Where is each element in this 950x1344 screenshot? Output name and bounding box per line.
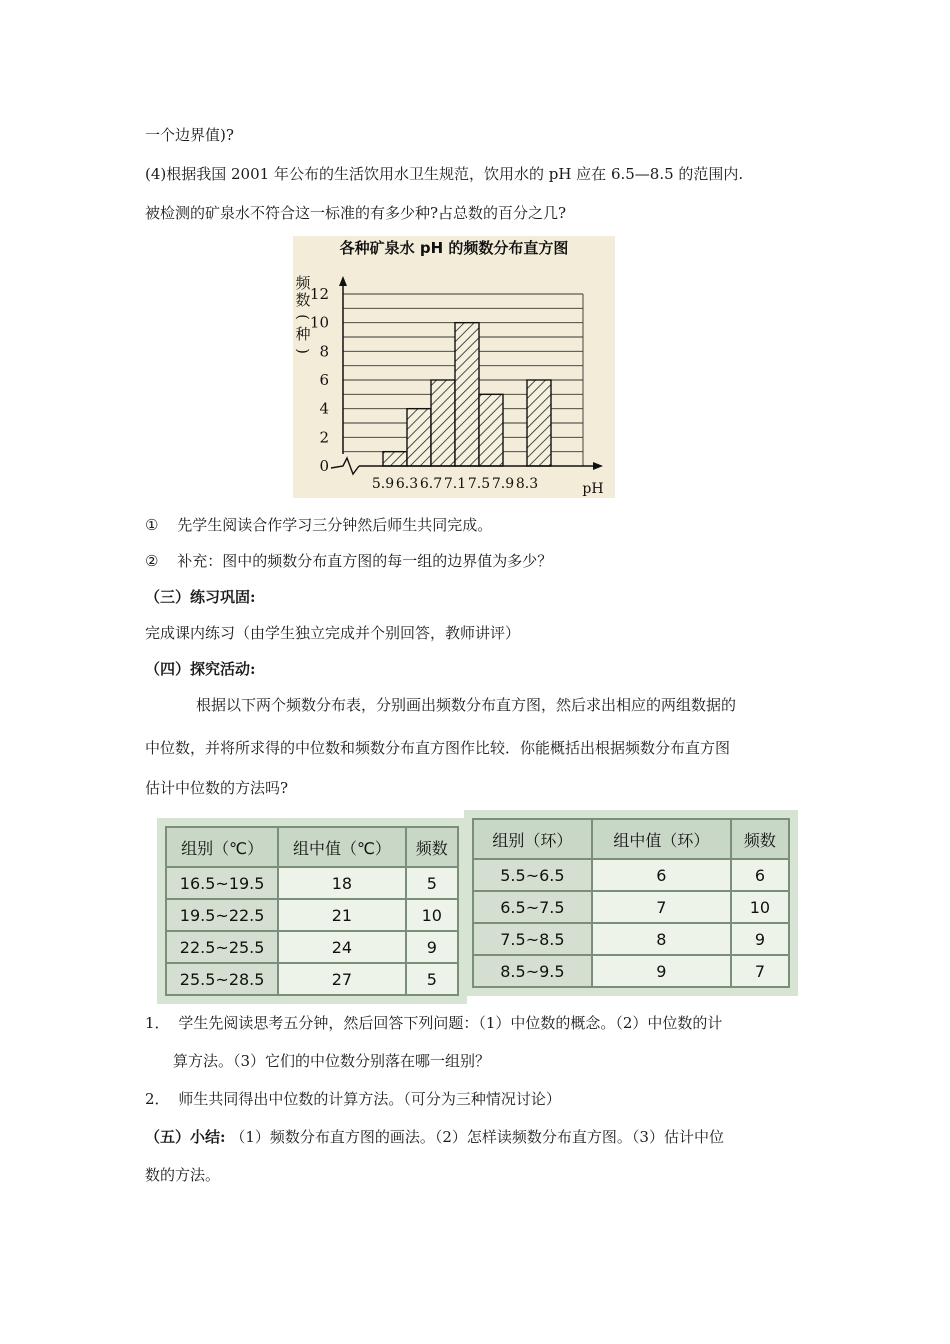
table-cell: 8.5~9.5 xyxy=(473,955,592,987)
table-header-cell: 频数 xyxy=(406,827,458,867)
histogram-bar xyxy=(527,380,551,466)
y-tick-label: 4 xyxy=(319,399,329,418)
table-cell: 16.5~19.5 xyxy=(166,867,278,899)
text-line: 数的方法。 xyxy=(145,1166,221,1184)
table-cell: 27 xyxy=(278,963,405,995)
table-cell: 19.5~22.5 xyxy=(166,899,278,931)
summary-line xyxy=(145,1127,724,1147)
text-line: 根据以下两个频数分布表，分别画出频数分布直方图，然后求出相应的两组数据的 xyxy=(196,696,737,714)
item-text: 补充：图中的频数分布直方图的每一组的边界值为多少？ xyxy=(177,552,553,570)
table-cell: 9 xyxy=(731,923,789,955)
question-item xyxy=(145,1013,722,1033)
table-cell: 6.5~7.5 xyxy=(473,891,592,923)
y-axis-label-char: 种 xyxy=(295,325,311,343)
text-line: 估计中位数的方法吗? xyxy=(145,779,289,797)
histogram-bar xyxy=(407,409,431,466)
frequency-table-temperature xyxy=(157,818,467,1004)
table-cell: 25.5~28.5 xyxy=(166,963,278,995)
table-cell: 5 xyxy=(406,867,458,899)
text-line: 算方法。（3）它们的中位数分别落在哪一组别？ xyxy=(173,1052,491,1070)
numbered-item xyxy=(145,515,492,535)
table-cell: 9 xyxy=(592,955,731,987)
y-axis-arrow xyxy=(339,276,347,286)
item-number: 1． xyxy=(145,1014,170,1032)
table-cell: 7 xyxy=(731,955,789,987)
table-cell: 10 xyxy=(731,891,789,923)
question-item xyxy=(145,1089,561,1109)
section-heading: （三）练习巩固: xyxy=(145,588,256,606)
chart-title: 各种矿泉水 pH 的频数分布直方图 xyxy=(339,239,569,257)
histogram-bar xyxy=(455,323,479,466)
x-tick-label: 6.7 xyxy=(419,476,443,492)
section-heading: （四）探究活动: xyxy=(145,660,256,678)
histogram-bar xyxy=(431,380,455,466)
table-cell: 18 xyxy=(278,867,405,899)
table-row xyxy=(473,891,789,923)
axis-break-mark xyxy=(331,458,359,474)
table-header-cell: 频数 xyxy=(731,819,789,859)
table-cell: 9 xyxy=(406,931,458,963)
table-row xyxy=(473,859,789,891)
y-axis-label-char: 数 xyxy=(295,291,311,309)
text-line: 被检测的矿泉水不符合这一标准的有多少种?占总数的百分之几? xyxy=(145,204,567,222)
frequency-table-rings xyxy=(464,810,798,996)
table-cell: 8 xyxy=(592,923,731,955)
y-axis-label-char: 频 xyxy=(295,274,311,292)
table-cell: 7.5~8.5 xyxy=(473,923,592,955)
x-tick-label: 7.5 xyxy=(467,476,491,492)
x-axis-arrow xyxy=(593,462,603,470)
text-line: 中位数，并将所求得的中位数和频数分布直方图作比较．你能概括出根据频数分布直方图 xyxy=(145,739,731,757)
x-tick-label: 6.3 xyxy=(395,476,419,492)
x-axis-label: pH xyxy=(582,481,604,497)
x-tick-label: 8.3 xyxy=(515,476,539,492)
table-row xyxy=(166,931,458,963)
histogram-bar xyxy=(383,452,407,466)
table-row xyxy=(473,955,789,987)
table-cell: 24 xyxy=(278,931,405,963)
item-text: 学生先阅读思考五分钟，然后回答下列问题：（1）中位数的概念。（2）中位数的计 xyxy=(178,1014,723,1032)
y-axis-label-char: ( xyxy=(294,314,312,320)
histogram-svg xyxy=(293,236,615,498)
y-tick-label: 8 xyxy=(319,342,329,361)
table-row xyxy=(166,963,458,995)
histogram-bar xyxy=(479,394,503,466)
y-tick-label: 6 xyxy=(319,371,329,389)
item-text: （1）频数分布直方图的画法。（2）怎样读频数分布直方图。（3）估计中位 xyxy=(230,1128,724,1146)
x-tick-label: 7.9 xyxy=(491,476,515,492)
y-tick-label: 10 xyxy=(309,313,329,332)
x-tick-label: 5.9 xyxy=(371,476,395,492)
x-tick-label: 7.1 xyxy=(443,476,467,492)
table-cell: 6 xyxy=(731,859,789,891)
item-text: 先学生阅读合作学习三分钟然后师生共同完成。 xyxy=(177,516,493,534)
table-cell: 6 xyxy=(592,859,731,891)
table-row xyxy=(166,899,458,931)
table-header-cell: 组别（环） xyxy=(473,819,592,859)
y-tick-label: 12 xyxy=(309,285,329,303)
item-marker: ① xyxy=(145,516,159,534)
table-cell: 7 xyxy=(592,891,731,923)
item-number: 2． xyxy=(145,1090,170,1108)
item-marker: ② xyxy=(145,552,159,570)
table-header-cell: 组中值（环） xyxy=(592,819,731,859)
numbered-item xyxy=(145,551,552,571)
table-row xyxy=(166,867,458,899)
text-line: (4)根据我国 2001 年公布的生活饮用水卫生规范，饮用水的 pH 应在 6.5—8.5 的范围内. xyxy=(145,165,744,183)
table-cell: 10 xyxy=(406,899,458,931)
table-cell: 5.5~6.5 xyxy=(473,859,592,891)
table-header-cell: 组别（℃） xyxy=(166,827,278,867)
text-line: 完成课内练习（由学生独立完成并个别回答，教师讲评） xyxy=(145,624,521,642)
histogram-chart xyxy=(293,236,615,498)
table-cell: 22.5~25.5 xyxy=(166,931,278,963)
table-cell: 5 xyxy=(406,963,458,995)
table-header-cell: 组中值（℃） xyxy=(278,827,405,867)
table-cell: 21 xyxy=(278,899,405,931)
table-row xyxy=(473,923,789,955)
y-axis-label-char: ) xyxy=(294,348,312,354)
y-tick-label: 0 xyxy=(319,457,329,475)
section-heading: （五）小结: xyxy=(145,1128,226,1146)
text-line: 一个边界值)? xyxy=(145,126,234,144)
item-text: 师生共同得出中位数的计算方法。（可分为三种情况讨论） xyxy=(178,1090,561,1108)
y-tick-label: 2 xyxy=(319,428,329,447)
